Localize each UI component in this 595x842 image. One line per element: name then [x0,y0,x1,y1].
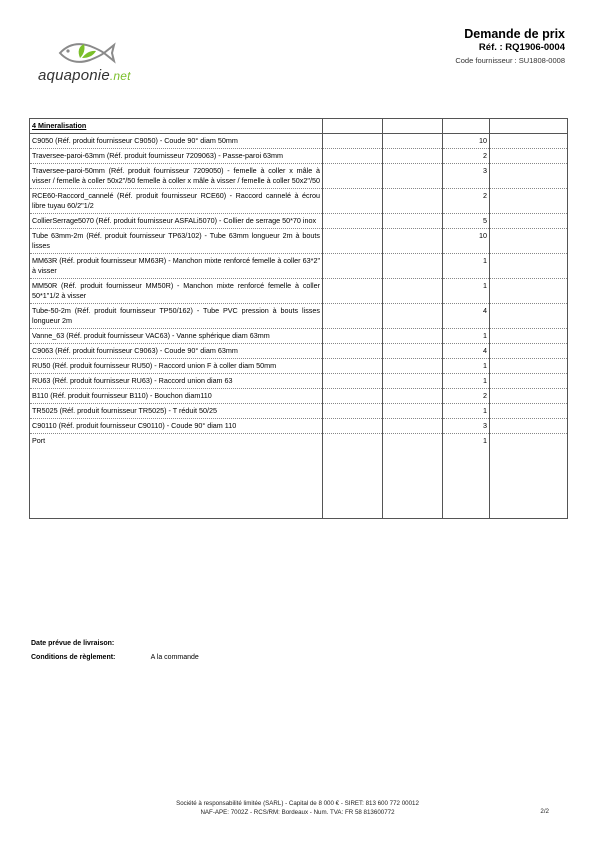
item-row [30,344,568,359]
payment-line [31,654,199,661]
item-row [30,164,568,189]
item-row [30,389,568,404]
item-description: TR5025 (Réf. produit fournisseur TR5025) - T réduit 50/25 [30,404,323,419]
item-quantity: 2 [443,189,490,214]
item-quantity: 1 [443,359,490,374]
item-quantity: 10 [443,134,490,149]
item-description: Tube 63mm-2m (Réf. produit fournisseur TP63/102) - Tube 63mm longueur 2m à bouts lisses [30,229,323,254]
item-quantity: 1 [443,434,490,519]
item-quantity: 2 [443,389,490,404]
item-description: C9050 (Réf. produit fournisseur C9050) - Coude 90° diam 50mm [30,134,323,149]
empty-cell [490,214,568,229]
delivery-line [31,640,149,647]
items-table [29,118,568,519]
item-quantity: 2 [443,149,490,164]
document-title: Demande de prix [464,27,565,41]
empty-cell [323,389,383,404]
item-quantity: 3 [443,419,490,434]
empty-cell [490,279,568,304]
section-row [30,119,568,134]
empty-cell [323,254,383,279]
empty-cell [383,419,443,434]
item-row [30,359,568,374]
company-logo [34,38,144,88]
empty-cell [323,404,383,419]
empty-cell [383,359,443,374]
item-row [30,304,568,329]
empty-cell [383,134,443,149]
item-row [30,374,568,389]
empty-cell [383,344,443,359]
empty-cell [323,164,383,189]
empty-cell [490,389,568,404]
empty-cell [323,329,383,344]
empty-cell [490,359,568,374]
empty-cell [383,279,443,304]
empty-cell [323,344,383,359]
item-quantity: 5 [443,214,490,229]
empty-cell [323,434,383,519]
empty-cell [490,304,568,329]
empty-cell [490,404,568,419]
empty-cell [383,304,443,329]
empty-cell [490,164,568,189]
empty-cell [383,189,443,214]
empty-cell [323,229,383,254]
item-description: Port [30,434,323,519]
item-description: MM50R (Réf. produit fournisseur MM50R) - Manchon mixte renforcé femelle à coller 50*1"1/2 à visser [30,279,323,304]
empty-cell [323,304,383,329]
item-row [30,329,568,344]
empty-cell [323,134,383,149]
delivery-label: Date prévue de livraison: [31,640,115,647]
empty-cell [490,149,568,164]
empty-cell [323,189,383,214]
empty-cell [323,149,383,164]
fish-leaf-icon [54,38,118,68]
footer [0,799,595,817]
empty-cell [323,279,383,304]
item-row [30,434,568,519]
page-number: 2/2 [540,808,549,815]
empty-cell [323,214,383,229]
footer-line-1: Société à responsabilité limitée (SARL) - Capital de 8 000 € - SIRET: 813 600 772 00012 [176,800,419,807]
empty-cell [383,214,443,229]
item-description: B110 (Réf. produit fournisseur B110) - Bouchon diam110 [30,389,323,404]
item-quantity: 4 [443,304,490,329]
empty-cell [383,404,443,419]
item-row [30,229,568,254]
item-quantity: 3 [443,164,490,189]
empty-cell [490,419,568,434]
empty-cell [490,434,568,519]
item-quantity: 10 [443,229,490,254]
item-quantity: 1 [443,279,490,304]
item-row [30,279,568,304]
item-quantity: 1 [443,374,490,389]
item-description: CollierSerrage5070 (Réf. produit fournisseur ASFALi5070) - Collier de serrage 50*70 inox [30,214,323,229]
item-description: RCE60-Raccord_cannelé (Réf. produit fournisseur RCE60) - Raccord cannelé à écrou libre tuyau 60/2"1/2 [30,189,323,214]
item-row [30,214,568,229]
empty-cell [490,329,568,344]
item-description: Tube-50-2m (Réf. produit fournisseur TP50/162) - Tube PVC pression à bouts lisses longueur 2m [30,304,323,329]
item-row [30,419,568,434]
item-description: RU50 (Réf. produit fournisseur RU50) - Raccord union F à coller diam 50mm [30,359,323,374]
item-row [30,254,568,279]
item-quantity: 1 [443,404,490,419]
item-description: RU63 (Réf. produit fournisseur RU63) - Raccord union diam 63 [30,374,323,389]
item-row [30,149,568,164]
supplier-code: Code fournisseur : SU1808-0008 [455,56,565,65]
payment-label: Conditions de règlement: [31,654,116,661]
empty-cell [323,419,383,434]
logo-text: aquaponie.net [38,67,131,84]
item-row [30,404,568,419]
empty-cell [383,149,443,164]
empty-cell [490,254,568,279]
document-header [455,27,565,67]
item-quantity: 4 [443,344,490,359]
footer-line-2: NAF-APE: 7002Z - RCS/RM: Bordeaux - Num. TVA: FR 58 813600772 [200,809,395,816]
empty-cell [383,329,443,344]
item-description: Traversee-paroi-63mm (Réf. produit fournisseur 7209063) - Passe-paroi 63mm [30,149,323,164]
item-quantity: 1 [443,254,490,279]
empty-cell [383,164,443,189]
item-row [30,189,568,214]
empty-cell [490,229,568,254]
empty-cell [490,134,568,149]
section-title: 4 Mineralisation [30,119,323,134]
item-description: Traversee-paroi-50mm (Réf. produit fournisseur 7209050) - femelle à coller x mâle à visser / femelle à coller 50x2"/50 femelle à coller x mâle à visser / femelle à coller 50x2"/50 [30,164,323,189]
item-description: C9063 (Réf. produit fournisseur C9063) - Coude 90° diam 63mm [30,344,323,359]
empty-cell [490,189,568,214]
item-quantity: 1 [443,329,490,344]
payment-value: A la commande [150,654,199,661]
empty-cell [383,229,443,254]
empty-cell [490,344,568,359]
document-reference: Réf. : RQ1906-0004 [478,42,565,53]
empty-cell [323,359,383,374]
empty-cell [383,389,443,404]
empty-cell [383,254,443,279]
empty-cell [323,374,383,389]
item-description: C90110 (Réf. produit fournisseur C90110) - Coude 90° diam 110 [30,419,323,434]
item-description: MM63R (Réf. produit fournisseur MM63R) - Manchon mixte renforcé femelle à coller 63*2" à visser [30,254,323,279]
empty-cell [383,434,443,519]
item-row [30,134,568,149]
empty-cell [490,374,568,389]
empty-cell [383,374,443,389]
item-description: Vanne_63 (Réf. produit fournisseur VAC63) - Vanne sphérique diam 63mm [30,329,323,344]
